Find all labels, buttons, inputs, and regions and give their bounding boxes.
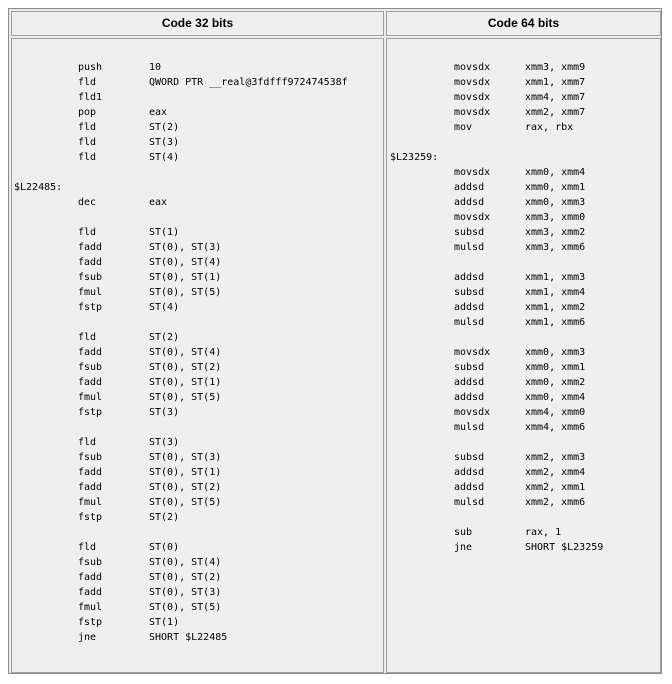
code-line	[12, 240, 382, 255]
code-operands: ST(0), ST(4)	[149, 257, 222, 268]
code-line	[12, 330, 382, 345]
code-opcode: fsub	[78, 362, 103, 373]
code-line	[12, 285, 382, 300]
code-line	[12, 270, 382, 285]
code-line	[387, 375, 659, 390]
code-line	[387, 540, 659, 555]
code-cell-64bit	[386, 38, 661, 673]
code-operands: xmm1, xmm2	[525, 302, 586, 313]
code-opcode: fld	[78, 77, 97, 88]
code-line	[387, 105, 659, 120]
code-operands: rax, rbx	[525, 122, 574, 133]
code-line	[12, 435, 382, 450]
code-line	[12, 570, 382, 585]
code-operands: ST(3)	[149, 407, 180, 418]
code-operands: xmm1, xmm3	[525, 272, 586, 283]
code-opcode: subsd	[454, 287, 485, 298]
code-opcode: fadd	[78, 467, 103, 478]
code-line	[387, 135, 659, 150]
code-operands: ST(0), ST(2)	[149, 572, 222, 583]
code-operands: xmm0, xmm1	[525, 362, 586, 373]
code-opcode: fld	[78, 137, 97, 148]
code-opcode: fadd	[78, 242, 103, 253]
code-operands: xmm4, xmm0	[525, 407, 586, 418]
code-line	[387, 330, 659, 345]
code-opcode: movsdx	[454, 107, 491, 118]
code-operands: ST(0), ST(3)	[149, 242, 222, 253]
code-line	[12, 465, 382, 480]
code-line	[12, 300, 382, 315]
code-opcode: movsdx	[454, 62, 491, 73]
code-line	[387, 420, 659, 435]
code-line	[12, 210, 382, 225]
code-operands: xmm1, xmm7	[525, 77, 586, 88]
code-opcode: movsdx	[454, 92, 491, 103]
code-line	[12, 225, 382, 240]
code-operands: xmm2, xmm4	[525, 467, 586, 478]
code-operands: xmm0, xmm3	[525, 347, 586, 358]
code-line	[387, 510, 659, 525]
code-line	[12, 375, 382, 390]
code-line	[12, 105, 382, 120]
code-opcode: mulsd	[454, 497, 485, 508]
code-line	[387, 255, 659, 270]
code-opcode: push	[78, 62, 103, 73]
code-line	[387, 240, 659, 255]
code-line	[12, 75, 382, 90]
code-opcode: fmul	[78, 497, 103, 508]
code-opcode: addsd	[454, 392, 485, 403]
code-line	[12, 480, 382, 495]
code-line	[387, 60, 659, 75]
code-operands: xmm4, xmm6	[525, 422, 586, 433]
code-line	[12, 165, 382, 180]
code-label: $L22485:	[14, 182, 63, 193]
code-operands: ST(1)	[149, 617, 180, 628]
code-line	[387, 180, 659, 195]
code-line	[12, 630, 382, 645]
column-header-32bit: Code 32 bits	[11, 11, 384, 36]
code-line	[12, 255, 382, 270]
code-opcode: fstp	[78, 512, 103, 523]
code-line	[387, 450, 659, 465]
code-operands: ST(3)	[149, 437, 180, 448]
code-opcode: subsd	[454, 227, 485, 238]
code-opcode: fld	[78, 437, 97, 448]
code-line	[12, 315, 382, 330]
code-opcode: movsdx	[454, 167, 491, 178]
code-line	[12, 405, 382, 420]
code-operands: xmm2, xmm6	[525, 497, 586, 508]
code-operands: xmm4, xmm7	[525, 92, 586, 103]
code-opcode: fsub	[78, 272, 103, 283]
code-operands: xmm0, xmm2	[525, 377, 586, 388]
code-line	[387, 360, 659, 375]
code-line	[387, 495, 659, 510]
code-opcode: movsdx	[454, 77, 491, 88]
code-opcode: addsd	[454, 197, 485, 208]
code-opcode: addsd	[454, 272, 485, 283]
code-operands: ST(0), ST(3)	[149, 587, 222, 598]
code-opcode: subsd	[454, 452, 485, 463]
code-line	[387, 150, 659, 165]
code-line	[387, 315, 659, 330]
code-line	[387, 120, 659, 135]
code-operands: xmm1, xmm4	[525, 287, 586, 298]
code-operands: ST(3)	[149, 137, 180, 148]
code-line	[12, 360, 382, 375]
code-operands: xmm2, xmm1	[525, 482, 586, 493]
code-opcode: fmul	[78, 287, 103, 298]
code-operands: xmm0, xmm1	[525, 182, 586, 193]
code-operands: ST(2)	[149, 332, 180, 343]
code-operands: ST(2)	[149, 122, 180, 133]
code-opcode: fsub	[78, 557, 103, 568]
code-opcode: dec	[78, 197, 97, 208]
code-line	[12, 600, 382, 615]
code-line	[387, 435, 659, 450]
code-opcode: subsd	[454, 362, 485, 373]
code-opcode: addsd	[454, 482, 485, 493]
code-operands: xmm0, xmm4	[525, 392, 586, 403]
code-line	[12, 195, 382, 210]
code-opcode: mulsd	[454, 422, 485, 433]
code-opcode: fadd	[78, 587, 103, 598]
code-opcode: addsd	[454, 302, 485, 313]
code-opcode: fld	[78, 227, 97, 238]
code-line	[387, 165, 659, 180]
code-line	[12, 555, 382, 570]
code-operands: ST(0), ST(5)	[149, 497, 222, 508]
code-listing-32bit	[12, 60, 382, 645]
code-operands: ST(0), ST(1)	[149, 272, 222, 283]
code-line	[12, 540, 382, 555]
code-line	[12, 525, 382, 540]
code-operands: eax	[149, 197, 168, 208]
code-operands: xmm2, xmm3	[525, 452, 586, 463]
code-line	[12, 60, 382, 75]
code-line	[12, 510, 382, 525]
code-label: $L23259:	[390, 152, 439, 163]
code-operands: ST(4)	[149, 302, 180, 313]
code-opcode: movsdx	[454, 407, 491, 418]
code-operands: ST(0), ST(2)	[149, 362, 222, 373]
code-operands: eax	[149, 107, 168, 118]
code-operands: xmm3, xmm6	[525, 242, 586, 253]
code-line	[12, 450, 382, 465]
code-line	[12, 90, 382, 105]
code-opcode: jne	[454, 542, 473, 553]
code-opcode: addsd	[454, 467, 485, 478]
code-cell-32bit	[11, 38, 384, 673]
code-opcode: fld1	[78, 92, 103, 103]
code-operands: ST(0), ST(5)	[149, 602, 222, 613]
code-line	[12, 390, 382, 405]
code-line	[387, 390, 659, 405]
code-line	[387, 345, 659, 360]
code-line	[12, 585, 382, 600]
code-operands: xmm1, xmm6	[525, 317, 586, 328]
code-line	[387, 270, 659, 285]
code-opcode: movsdx	[454, 347, 491, 358]
code-opcode: addsd	[454, 182, 485, 193]
code-line	[387, 465, 659, 480]
code-opcode: fld	[78, 122, 97, 133]
column-header-64bit: Code 64 bits	[386, 11, 661, 36]
code-operands: ST(0)	[149, 542, 180, 553]
code-opcode: fadd	[78, 377, 103, 388]
code-line	[12, 420, 382, 435]
code-operands: SHORT $L22485	[149, 632, 228, 643]
code-operands: ST(0), ST(1)	[149, 467, 222, 478]
code-line	[387, 480, 659, 495]
code-line	[12, 180, 382, 195]
code-line	[12, 345, 382, 360]
code-line	[12, 120, 382, 135]
code-comparison-table	[8, 8, 662, 674]
code-operands: ST(2)	[149, 512, 180, 523]
code-opcode: pop	[78, 107, 97, 118]
code-line	[387, 225, 659, 240]
code-listing-64bit	[387, 60, 659, 555]
code-operands: rax, 1	[525, 527, 562, 538]
code-line	[387, 210, 659, 225]
code-operands: xmm0, xmm3	[525, 197, 586, 208]
code-operands: QWORD PTR __real@3fdfff972474538f	[149, 77, 348, 88]
code-operands: ST(4)	[149, 152, 180, 163]
code-line	[387, 75, 659, 90]
code-operands: ST(0), ST(4)	[149, 557, 222, 568]
code-operands: 10	[149, 62, 162, 73]
code-operands: xmm3, xmm0	[525, 212, 586, 223]
code-line	[12, 615, 382, 630]
code-operands: ST(1)	[149, 227, 180, 238]
code-opcode: mulsd	[454, 317, 485, 328]
code-operands: xmm2, xmm7	[525, 107, 586, 118]
code-operands: ST(0), ST(5)	[149, 392, 222, 403]
code-operands: xmm3, xmm2	[525, 227, 586, 238]
code-operands: ST(0), ST(5)	[149, 287, 222, 298]
code-opcode: fstp	[78, 407, 103, 418]
code-line	[387, 300, 659, 315]
code-line	[12, 495, 382, 510]
code-opcode: fmul	[78, 602, 103, 613]
code-opcode: fadd	[78, 572, 103, 583]
code-line	[387, 405, 659, 420]
code-opcode: fsub	[78, 452, 103, 463]
code-operands: xmm3, xmm9	[525, 62, 586, 73]
code-opcode: movsdx	[454, 212, 491, 223]
code-opcode: mulsd	[454, 242, 485, 253]
code-line	[387, 195, 659, 210]
code-line	[387, 525, 659, 540]
code-opcode: fstp	[78, 617, 103, 628]
code-operands: ST(0), ST(4)	[149, 347, 222, 358]
code-line	[387, 90, 659, 105]
code-operands: ST(0), ST(2)	[149, 482, 222, 493]
code-line	[12, 150, 382, 165]
code-operands: ST(0), ST(3)	[149, 452, 222, 463]
code-line	[12, 135, 382, 150]
code-operands: ST(0), ST(1)	[149, 377, 222, 388]
code-opcode: fadd	[78, 482, 103, 493]
code-opcode: jne	[78, 632, 97, 643]
code-opcode: fld	[78, 332, 97, 343]
code-opcode: fmul	[78, 392, 103, 403]
code-operands: SHORT $L23259	[525, 542, 604, 553]
code-opcode: fadd	[78, 347, 103, 358]
code-opcode: fld	[78, 152, 97, 163]
code-opcode: sub	[454, 527, 473, 538]
code-opcode: mov	[454, 122, 473, 133]
code-opcode: fstp	[78, 302, 103, 313]
code-opcode: fadd	[78, 257, 103, 268]
code-opcode: fld	[78, 542, 97, 553]
code-opcode: addsd	[454, 377, 485, 388]
code-operands: xmm0, xmm4	[525, 167, 586, 178]
code-line	[387, 285, 659, 300]
